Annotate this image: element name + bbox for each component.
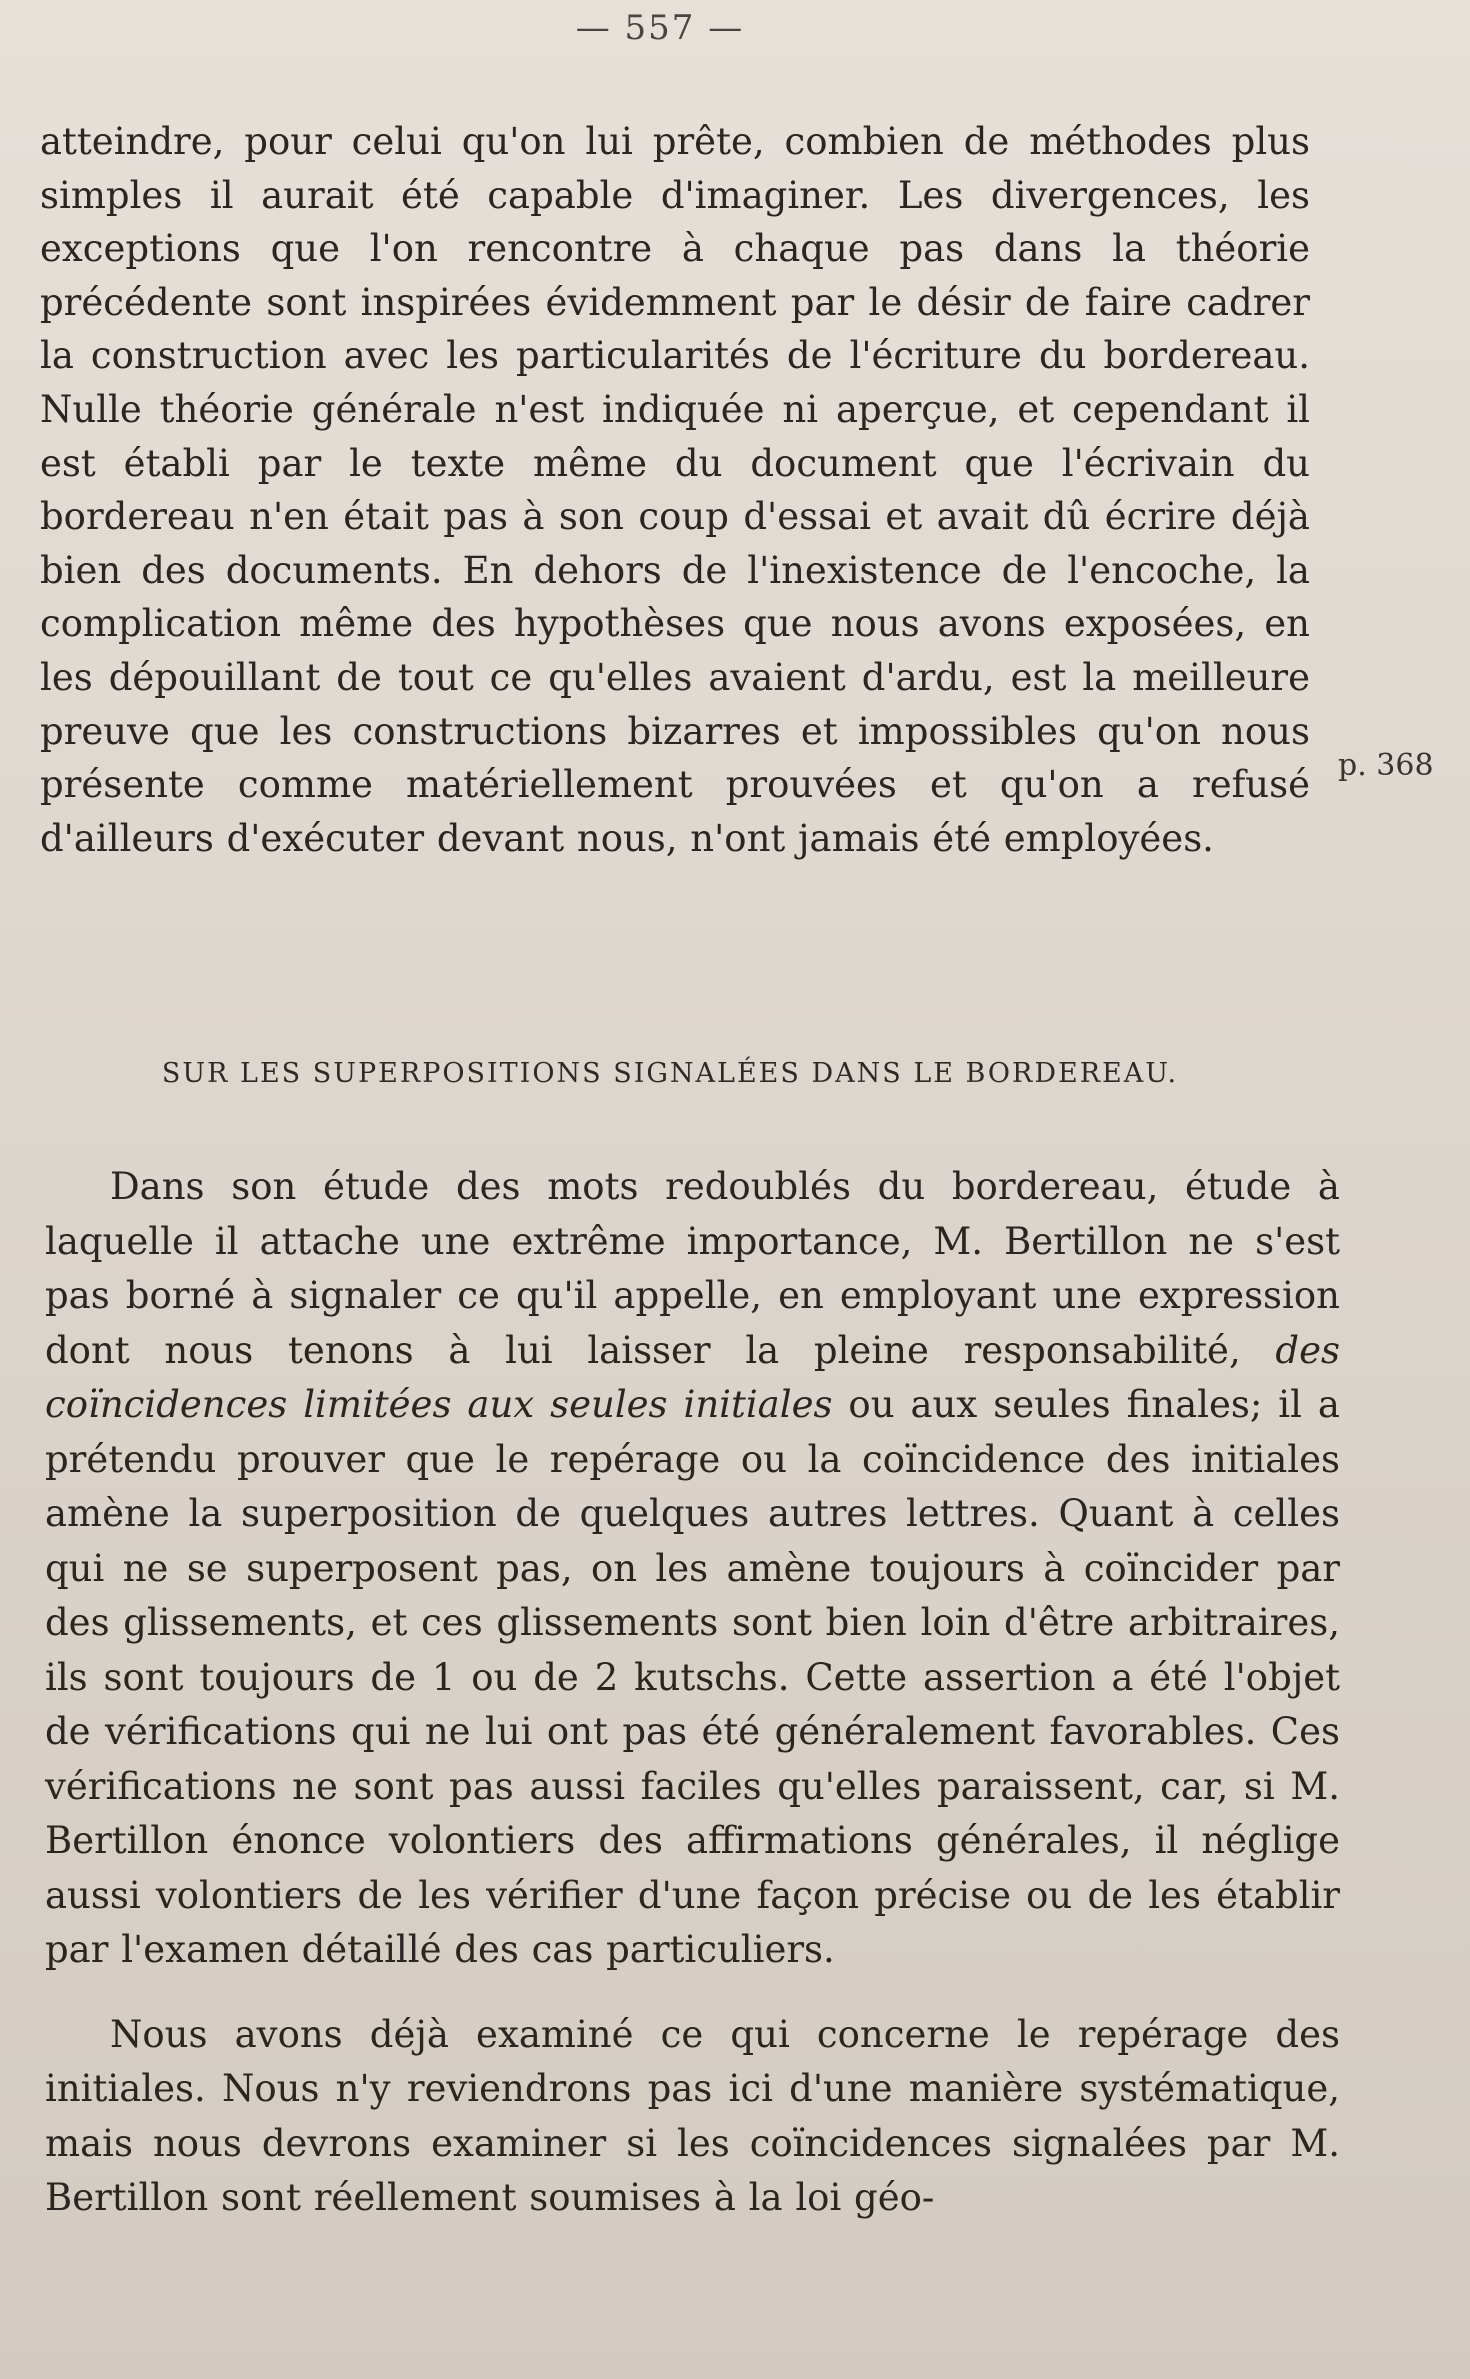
text-column-top bbox=[40, 115, 1310, 865]
paragraph-reperage: Nous avons déjà examiné ce qui concerne le repérage des initiales. Nous n'y reviendrons pas ici d'une manière systématique, mais nous devrons examiner si les coïncidences signalées par M. Bertillon sont réellement soumises à la loi géo- bbox=[45, 2012, 1340, 2219]
paragraph-text-start: Dans son étude des mots redoublés du bordereau, étude à laquelle il attache une extrême importance, M. Bertillon ne s'est pas borné à signaler ce qu'il appelle, en employant une expression dont nous tenons à lui laisser la pleine responsabilité, bbox=[45, 1165, 1340, 1372]
section-heading: SUR LES SUPERPOSITIONS SIGNALÉES DANS LE BORDEREAU. bbox=[161, 1058, 1179, 1089]
text-column-bottom bbox=[45, 1160, 1340, 2226]
paragraph-continued: atteindre, pour celui qu'on lui prête, combien de méthodes plus simples il aurait été capable d'imaginer. Les divergences, les exceptions que l'on rencontre à chaque pas dans la théorie précédente sont inspirées évidemment par le désir de faire cadrer la construction avec les particularités de l'écriture du bordereau. Nulle théorie générale n'est indiquée ni aperçue, et cependant il est établi par le texte même du document que l'écrivain du bordereau n'en était pas à son coup d'essai et avait dû écrire déjà bien des documents. En dehors de l'inexistence de l'encoche, la complication même des hypothèses que nous avons exposées, en les dépouillant de tout ce qu'elles avaient d'ardu, est la meilleure preuve que les constructions bizarres et impossibles qu'on nous présente comme matériellement prouvées et qu'on a refusé d'ailleurs d'exécuter devant nous, n'ont jamais été employées. bbox=[40, 120, 1310, 860]
italic-quote: des coïncidences limitées aux seules initiales bbox=[45, 1328, 1340, 1426]
paragraph-superpositions bbox=[45, 1160, 1340, 1978]
page-number: — 557 — bbox=[575, 8, 745, 48]
paragraph-text-end: ou aux seules finales; il a prétendu prouver que le repérage ou la coïncidence des initiales amène la superposition de quelques autres lettres. Quant à celles qui ne se superposent pas, on les amène toujours à coïncider par des glissements, et ces glissements sont bien loin d'être arbitraires, ils sont toujours de 1 ou de 2 kutschs. Cette assertion a été l'objet de vérifications qui ne lui ont pas été généralement favorables. Ces vérifications ne sont pas aussi faciles qu'elles paraissent, car, si M. Bertillon énonce volontiers des affirmations générales, il néglige aussi volontiers de les vérifier d'une façon précise ou de les établir par l'examen détaillé des cas particuliers. bbox=[45, 1383, 1340, 1971]
margin-page-reference: p. 368 bbox=[1338, 748, 1434, 783]
